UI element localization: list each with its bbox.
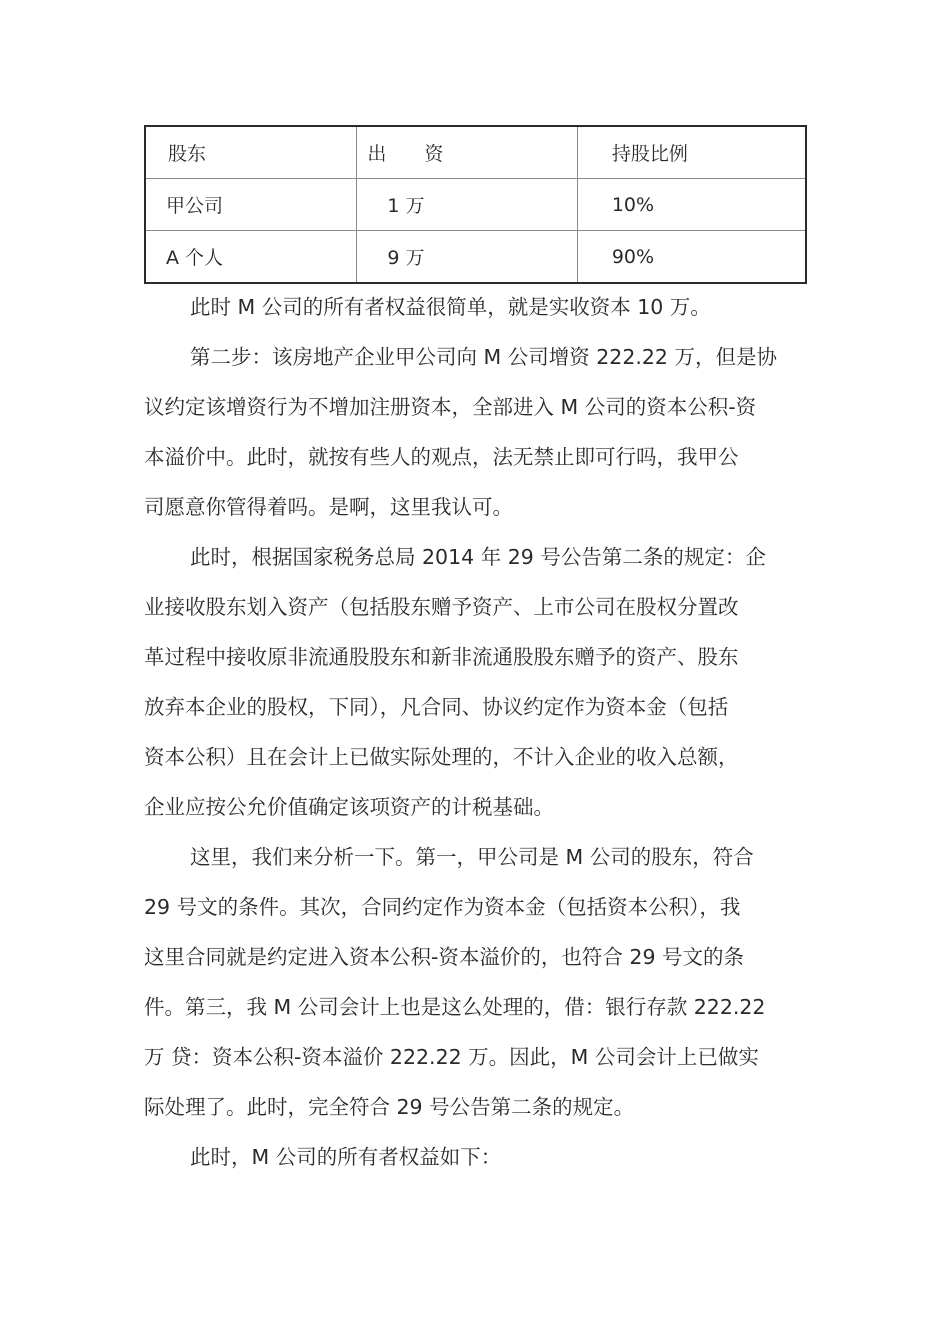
- text-line: 第二步：该房地产企业甲公司向 M 公司增资 222.22 万，但是协: [190, 345, 777, 369]
- shareholder-table: [144, 125, 807, 284]
- table-cell: 1 万: [357, 179, 577, 231]
- header-shareholder: 股东: [145, 126, 357, 179]
- header-capital: 出 资: [357, 126, 577, 179]
- table-cell: 90%: [577, 231, 806, 284]
- table-cell: 9 万: [357, 231, 577, 284]
- text-line: 此时，根据国家税务总局 2014 年 29 号公告第二条的规定：企: [190, 545, 766, 569]
- table-cell: 10%: [577, 179, 806, 231]
- text-line: 放弃本企业的股权，下同），凡合同、协议约定作为资本金（包括: [144, 695, 729, 719]
- text-line: 际处理了。此时，完全符合 29 号公告第二条的规定。: [144, 1095, 635, 1119]
- text-line: 万 贷：资本公积-资本溢价 222.22 万。因此，M 公司会计上已做实: [144, 1045, 759, 1069]
- text-line: 资本公积）且在会计上已做实际处理的，不计入企业的收入总额，: [144, 745, 739, 769]
- text-line: 革过程中接收原非流通股股东和新非流通股股东赠予的资产、股东: [144, 645, 739, 669]
- table-header-row: [145, 126, 806, 179]
- text-line: 此时，M 公司的所有者权益如下：: [190, 1145, 502, 1169]
- text-line: 这里，我们来分析一下。第一，甲公司是 M 公司的股东，符合: [190, 845, 754, 869]
- text-line: 议约定该增资行为不增加注册资本，全部进入 M 公司的资本公积-资: [144, 395, 757, 419]
- text-line: 企业应按公允价值确定该项资产的计税基础。: [144, 795, 554, 819]
- text-line: 本溢价中。此时，就按有些人的观点，法无禁止即可行吗，我甲公: [144, 445, 739, 469]
- header-ratio: 持股比例: [577, 126, 806, 179]
- table-row: [145, 179, 806, 231]
- text-line: 件。第三，我 M 公司会计上也是这么处理的，借：银行存款 222.22: [144, 995, 766, 1019]
- text-line: 此时 M 公司的所有者权益很简单，就是实收资本 10 万。: [190, 295, 711, 319]
- table-row: [145, 231, 806, 284]
- text-line: 司愿意你管得着吗。是啊，这里我认可。: [144, 495, 513, 519]
- text-line: 这里合同就是约定进入资本公积-资本溢价的，也符合 29 号文的条: [144, 945, 745, 969]
- text-line: 业接收股东划入资产（包括股东赠予资产、上市公司在股权分置改: [144, 595, 739, 619]
- table-cell: 甲公司: [145, 179, 357, 231]
- table-cell: A 个人: [145, 231, 357, 284]
- text-line: 29 号文的条件。其次，合同约定作为资本金（包括资本公积），我: [144, 895, 741, 919]
- body-text: [144, 282, 808, 1182]
